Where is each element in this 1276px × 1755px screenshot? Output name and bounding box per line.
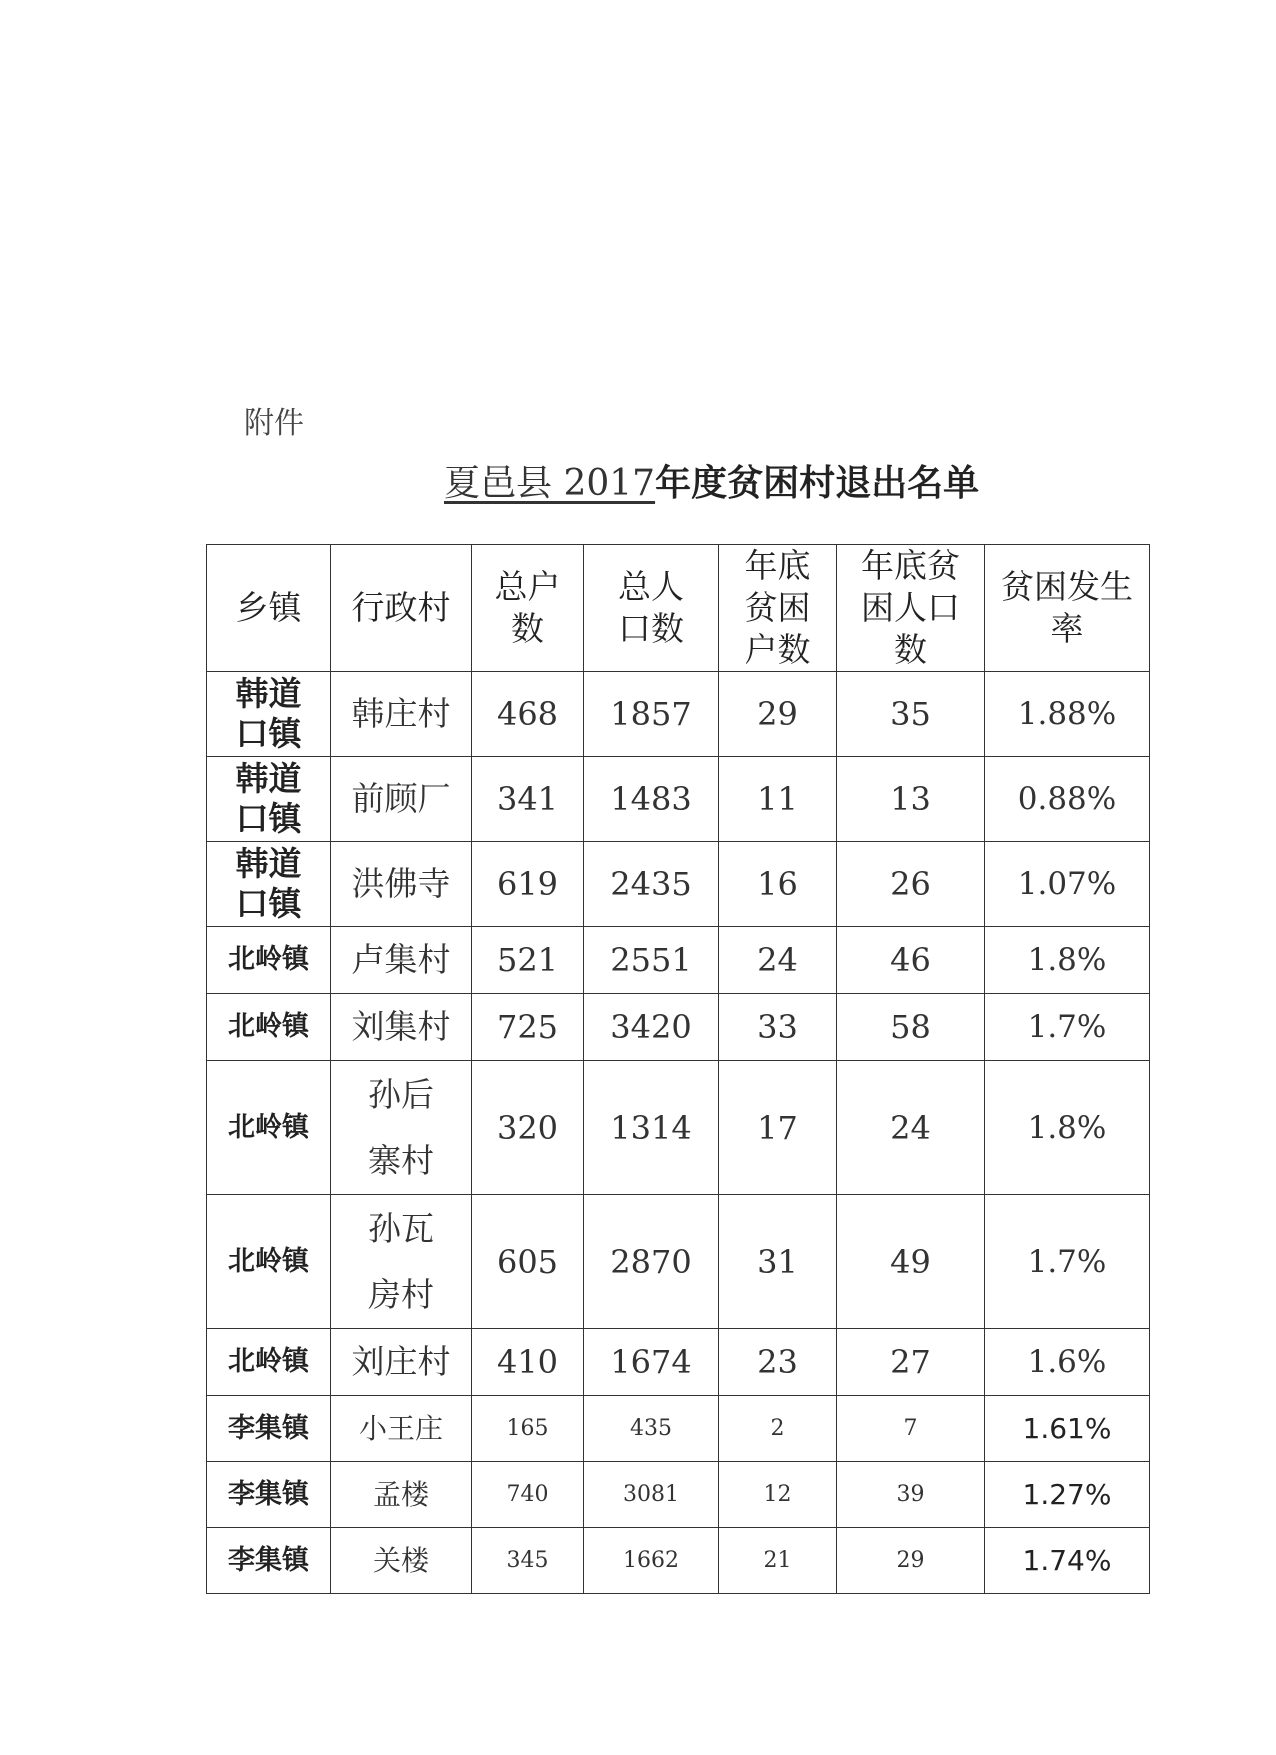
cell-households: 410	[472, 1329, 584, 1396]
cell-population: 435	[584, 1396, 719, 1462]
table-row	[207, 1528, 1150, 1594]
table-row	[207, 1396, 1150, 1462]
title-text: 年度贫困村退出名单	[655, 463, 980, 504]
cell-poverty-rate: 1.7%	[985, 1195, 1150, 1329]
cell-poor-population: 29	[837, 1528, 985, 1594]
table-row	[207, 1195, 1150, 1329]
table-row	[207, 672, 1150, 757]
cell-village: 刘集村	[331, 994, 472, 1061]
cell-population: 3081	[584, 1462, 719, 1528]
cell-poor-population: 7	[837, 1396, 985, 1462]
cell-poor-population: 39	[837, 1462, 985, 1528]
cell-poor-households: 11	[719, 757, 837, 842]
cell-town: 北岭镇	[207, 994, 331, 1061]
header-town: 乡镇	[207, 545, 331, 672]
cell-population: 1662	[584, 1528, 719, 1594]
cell-town: 北岭镇	[207, 927, 331, 994]
cell-population: 2435	[584, 842, 719, 927]
attachment-label: 附件	[244, 406, 304, 441]
cell-town: 韩道口镇	[207, 672, 331, 757]
cell-poverty-rate: 1.8%	[985, 927, 1150, 994]
header-population: 总人口数	[584, 545, 719, 672]
cell-poverty-rate: 1.88%	[985, 672, 1150, 757]
cell-households: 468	[472, 672, 584, 757]
cell-village: 关楼	[331, 1528, 472, 1594]
table-row	[207, 1329, 1150, 1396]
cell-population: 1483	[584, 757, 719, 842]
cell-poor-population: 49	[837, 1195, 985, 1329]
cell-town: 韩道口镇	[207, 757, 331, 842]
table-row	[207, 757, 1150, 842]
cell-poor-population: 35	[837, 672, 985, 757]
cell-households: 320	[472, 1061, 584, 1195]
cell-poor-population: 27	[837, 1329, 985, 1396]
cell-poor-households: 23	[719, 1329, 837, 1396]
document-title	[444, 455, 979, 506]
cell-village: 卢集村	[331, 927, 472, 994]
cell-poverty-rate: 1.6%	[985, 1329, 1150, 1396]
cell-poor-households: 24	[719, 927, 837, 994]
cell-poor-population: 58	[837, 994, 985, 1061]
cell-poor-households: 17	[719, 1061, 837, 1195]
table-row	[207, 927, 1150, 994]
cell-poor-households: 33	[719, 994, 837, 1061]
cell-population: 1857	[584, 672, 719, 757]
table-row	[207, 842, 1150, 927]
cell-town: 北岭镇	[207, 1195, 331, 1329]
cell-population: 2551	[584, 927, 719, 994]
cell-town: 李集镇	[207, 1528, 331, 1594]
cell-population: 3420	[584, 994, 719, 1061]
cell-poor-households: 29	[719, 672, 837, 757]
cell-poverty-rate: 1.7%	[985, 994, 1150, 1061]
cell-poverty-rate: 1.61%	[985, 1396, 1150, 1462]
cell-households: 740	[472, 1462, 584, 1528]
cell-poor-households: 16	[719, 842, 837, 927]
cell-town: 北岭镇	[207, 1061, 331, 1195]
cell-poverty-rate: 1.74%	[985, 1528, 1150, 1594]
cell-households: 345	[472, 1528, 584, 1594]
cell-poor-households: 21	[719, 1528, 837, 1594]
cell-households: 341	[472, 757, 584, 842]
header-poverty-rate: 贫困发生率	[985, 545, 1150, 672]
cell-town: 李集镇	[207, 1396, 331, 1462]
cell-poverty-rate: 1.27%	[985, 1462, 1150, 1528]
cell-households: 165	[472, 1396, 584, 1462]
cell-poor-households: 12	[719, 1462, 837, 1528]
cell-village: 前顾厂	[331, 757, 472, 842]
cell-village: 洪佛寺	[331, 842, 472, 927]
table-row	[207, 1462, 1150, 1528]
header-poor-households: 年底贫困户数	[719, 545, 837, 672]
cell-population: 1314	[584, 1061, 719, 1195]
cell-households: 605	[472, 1195, 584, 1329]
title-county-year: 夏邑县 2017	[444, 463, 656, 504]
cell-village: 刘庄村	[331, 1329, 472, 1396]
poverty-village-exit-table	[206, 544, 1150, 1594]
cell-village: 孙后寨村	[331, 1061, 472, 1195]
cell-town: 李集镇	[207, 1462, 331, 1528]
cell-households: 521	[472, 927, 584, 994]
cell-poor-population: 46	[837, 927, 985, 994]
header-households: 总户数	[472, 545, 584, 672]
cell-poverty-rate: 1.07%	[985, 842, 1150, 927]
cell-village: 孟楼	[331, 1462, 472, 1528]
cell-population: 2870	[584, 1195, 719, 1329]
header-poor-population: 年底贫困人口数	[837, 545, 985, 672]
cell-population: 1674	[584, 1329, 719, 1396]
cell-town: 韩道口镇	[207, 842, 331, 927]
cell-poverty-rate: 0.88%	[985, 757, 1150, 842]
cell-poor-households: 2	[719, 1396, 837, 1462]
table-row	[207, 994, 1150, 1061]
cell-poor-households: 31	[719, 1195, 837, 1329]
cell-households: 725	[472, 994, 584, 1061]
cell-village: 韩庄村	[331, 672, 472, 757]
table-row	[207, 1061, 1150, 1195]
cell-poor-population: 24	[837, 1061, 985, 1195]
cell-poverty-rate: 1.8%	[985, 1061, 1150, 1195]
cell-town: 北岭镇	[207, 1329, 331, 1396]
cell-village: 孙瓦房村	[331, 1195, 472, 1329]
cell-poor-population: 26	[837, 842, 985, 927]
table-header-row	[207, 545, 1150, 672]
cell-poor-population: 13	[837, 757, 985, 842]
header-village: 行政村	[331, 545, 472, 672]
cell-village: 小王庄	[331, 1396, 472, 1462]
cell-households: 619	[472, 842, 584, 927]
